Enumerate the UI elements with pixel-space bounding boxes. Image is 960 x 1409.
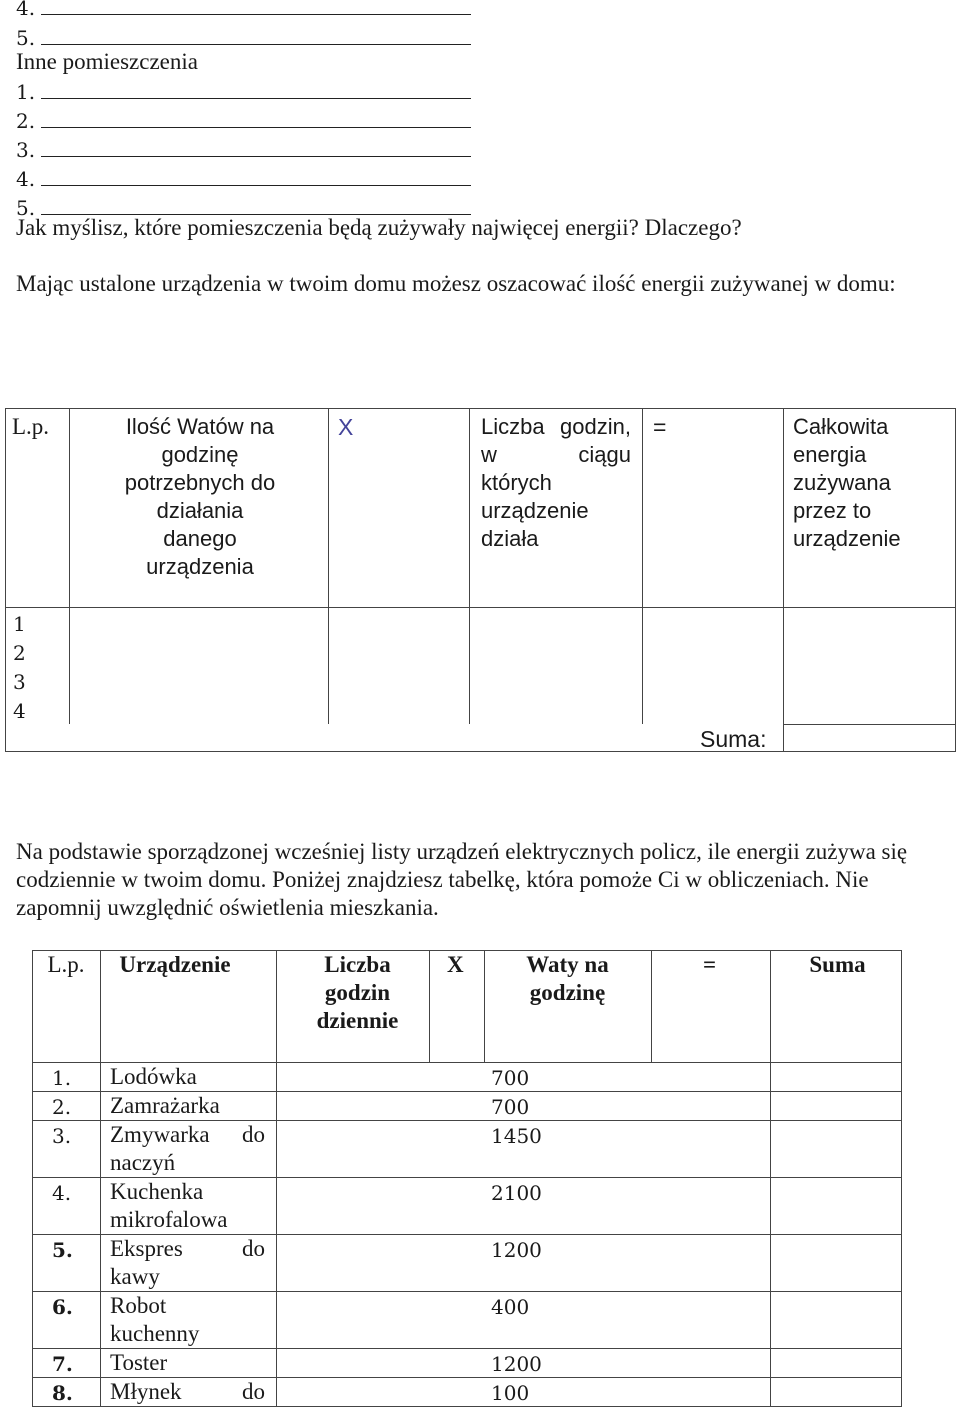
header-total: Całkowita energia zużywana przez to urządzenie	[793, 414, 901, 551]
watts-value: 100	[491, 1381, 530, 1405]
question: Jak myślisz, które pomieszczenia będą zużywały najwięcej energii? Dlaczego?	[16, 215, 742, 240]
header-device: Urządzenie	[119, 952, 231, 977]
blank-line[interactable]	[41, 107, 471, 128]
device-name: Kuchenka mikrofalowa	[110, 1179, 228, 1232]
header-lp: L.p.	[47, 952, 85, 977]
row-number: 3.	[52, 1124, 72, 1148]
blank-line[interactable]	[41, 0, 471, 15]
row-number: 4.	[52, 1181, 72, 1205]
device-name: Lodówka	[110, 1064, 197, 1089]
watts-value: 1200	[491, 1352, 542, 1376]
row-number: 8.	[52, 1381, 73, 1405]
header-x: X	[338, 414, 354, 440]
blank-line[interactable]	[41, 78, 471, 99]
watts-value: 2100	[491, 1181, 542, 1205]
blank-line[interactable]	[41, 165, 471, 186]
row-number: 7.	[52, 1352, 73, 1376]
row-number: 2.	[52, 1095, 72, 1119]
device-name: Robot kuchenny	[110, 1293, 200, 1346]
row-number: 6.	[52, 1295, 73, 1319]
watts-value: 1450	[491, 1124, 542, 1148]
list-item: 4.	[16, 165, 471, 193]
row-number: 1	[13, 612, 26, 636]
row-number: 1.	[52, 1066, 72, 1090]
device-name: Toster	[110, 1350, 168, 1375]
blank-line[interactable]	[41, 136, 471, 157]
list-item: 4.	[16, 0, 471, 22]
header-sum: Suma	[809, 952, 866, 977]
blank-line[interactable]	[41, 194, 471, 215]
list-item: 1.	[16, 78, 471, 106]
list-item: 5.	[16, 24, 471, 52]
watts-value: 1200	[491, 1238, 542, 1262]
device-name: Zmywarka do naczyń	[110, 1122, 265, 1175]
header-eq: =	[703, 952, 717, 977]
other-rooms-title: Inne pomieszczenia	[16, 49, 198, 74]
list-item: 5.	[16, 194, 471, 222]
watts-value: 400	[491, 1295, 530, 1319]
device-name: Ekspres do kawy	[110, 1236, 265, 1289]
watts-value: 700	[491, 1095, 530, 1119]
row-number: 4	[13, 699, 26, 723]
watts-value: 700	[491, 1066, 530, 1090]
header-hours: Liczba godzin dziennie	[316, 952, 399, 1033]
list-item: 3.	[16, 136, 471, 164]
header-x: X	[447, 952, 464, 977]
intro-text: Mając ustalone urządzenia w twoim domu możesz oszacować ilość energii zużywanej w domu:	[16, 271, 896, 296]
header-eq: =	[653, 414, 667, 440]
row-number: 2	[13, 641, 26, 665]
header-watts: Waty na godzinę	[526, 952, 609, 1005]
header-watts: Ilość Watów na godzinę potrzebnych do działania danego urządzenia	[124, 414, 276, 579]
device-name: Młynek do	[110, 1379, 265, 1404]
instructions-text: Na podstawie sporządzonej wcześniej listy urządzeń elektrycznych policz, ile energii zużywa się codziennie w twoim domu. Poniżej znajdziesz tabelkę, która pomoże Ci w obliczeniach. Nie zapomnij uwzględnić oświetlenia mieszkania.	[16, 839, 908, 920]
sum-label: Suma:	[700, 726, 767, 752]
row-number: 5.	[52, 1238, 73, 1262]
header-lp: L.p.	[12, 414, 50, 439]
row-number: 3	[13, 670, 26, 694]
device-name: Zamrażarka	[110, 1093, 220, 1118]
blank-line[interactable]	[41, 24, 471, 45]
list-item: 2.	[16, 107, 471, 135]
header-hours: Liczba godzin, w ciągu których urządzenie działa	[481, 414, 631, 551]
